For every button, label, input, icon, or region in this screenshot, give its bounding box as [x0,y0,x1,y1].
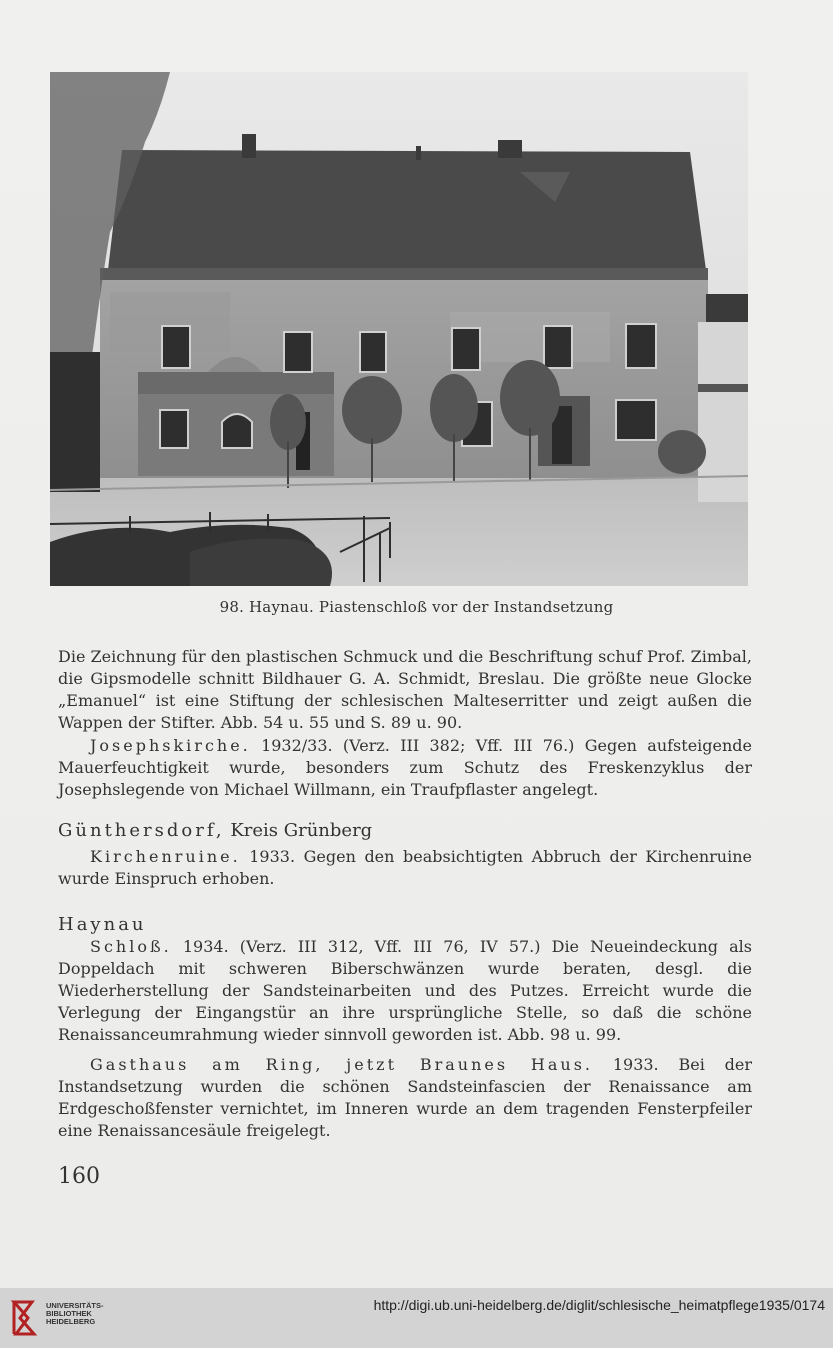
paragraph-text [58,936,752,1046]
entry-lead: Kirchenruine. [90,847,241,866]
source-url-link[interactable]: http://digi.ub.uni-heidelberg.de/diglit/schlesische_heimatpflege1935/0174 [373,1297,825,1313]
entry-text: 1934. (Verz. III 312, Vff. III 76, IV 57.) Die Neueindeckung als Doppeldach mit schweren Biberschwänzen wurde beraten, desgl. die Wiederherstellung der Sandsteinarbeiten und des Putzes. Erreicht wurde die Verlegung der Eingangstür an ihre ursprüngliche Stelle, so daß die schöne Renaissanceumrahmung wieder sinnvoll geworden ist. Abb. 98 u. 99. [58,937,752,1044]
logo-line: UNIVERSITÄTS- [46,1301,104,1310]
page-number: 160 [58,1164,100,1189]
paragraph-text: Die Zeichnung für den plastischen Schmuck und die Beschriftung schuf Prof. Zimbal, die Gipsmodelle schnitt Bildhauer G. A. Schmidt, Breslau. Die größte neue Glocke „Emanuel“ ist eine Stiftung der schlesischen Malteserritter und zeigt außen die Wappen der Stifter. Abb. 54 u. 55 und S. 89 u. 90. [58,647,752,732]
entry-lead: Gasthaus am Ring, jetzt Braunes Haus. [90,1055,594,1074]
entry-lead: Josephskirche. [90,736,251,755]
paragraph-text [58,735,752,801]
entry-text: 1933. Gegen den beabsichtigten Abbruch der Kirchenruine wurde Einspruch erhoben. [58,847,752,888]
paragraph-text [58,846,752,890]
library-emblem-icon [10,1298,40,1338]
paragraph-gasthaus [58,1054,752,1142]
paragraph-text [58,1054,752,1142]
paragraph-schloss [58,936,752,1046]
university-library-logo[interactable] [10,1296,120,1340]
section-heading-haynau: Haynau [58,914,147,935]
paragraph-kirchenruine [58,846,752,890]
paragraph-josephskirche [58,735,752,801]
entry-lead: Schloß. [90,937,172,956]
paragraph-glocke [58,646,752,734]
entry-text: 1933. Bei der Instandsetzung wurden die schönen Sandsteinfascien der Renaissance am Erdgeschoßfenster vernichtet, im Inneren wurde an dem tragenden Fensterpfeiler eine Renaissancesäule freigelegt. [58,1055,753,1140]
logo-text [46,1302,104,1326]
logo-line: BIBLIOTHEK [46,1309,92,1318]
section-heading-guenthersdorf [58,820,372,842]
entry-text: 1932/33. (Verz. III 382; Vff. III 76.) Gegen aufsteigende Mauerfeuchtigkeit wurde, besonders zum Schutz des Freskenzyklus der Josephslegende von Michael Willmann, ein Traufpflaster angelegt. [58,736,752,799]
heading-place: Günthersdorf, [58,820,225,841]
logo-line: HEIDELBERG [46,1317,96,1326]
heading-district: Kreis Grünberg [224,820,373,841]
building-photograph [50,72,748,586]
figure-caption: 98. Haynau. Piastenschloß vor der Instandsetzung [219,598,614,616]
